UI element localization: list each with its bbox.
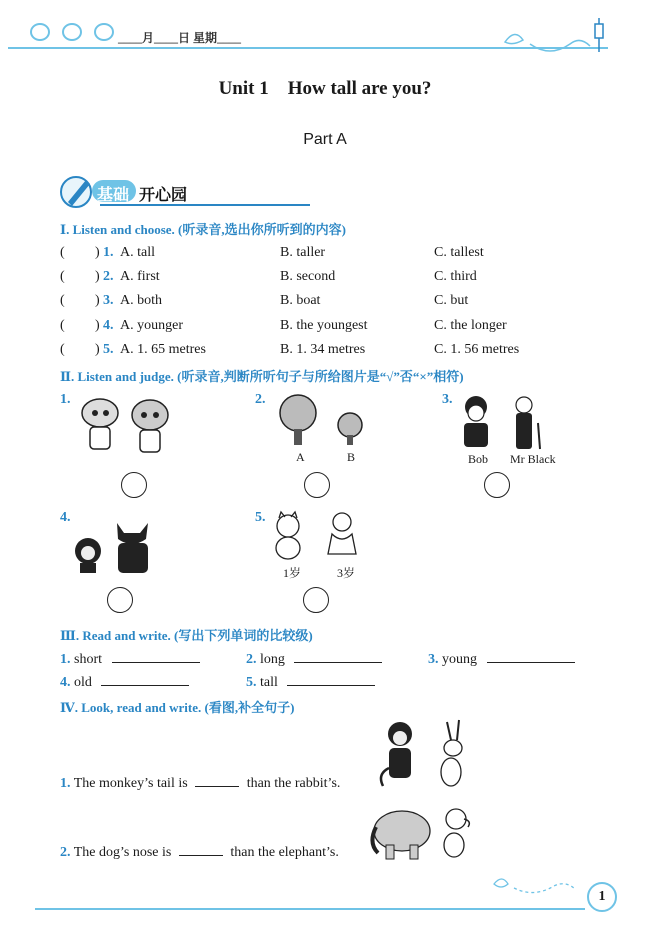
smiley-face-icon xyxy=(62,23,82,41)
option-a: A. 1. 65 metres xyxy=(120,342,206,357)
butterfly-icon xyxy=(488,868,588,898)
answer-circle[interactable] xyxy=(303,587,329,613)
banner-rule xyxy=(100,204,310,206)
banner-title: 开心园 xyxy=(139,187,188,204)
sentence-1: 1. The monkey’s tail is than the rabbit’s. xyxy=(60,776,341,791)
answer-blank[interactable] xyxy=(294,650,382,663)
wolves-illustration xyxy=(72,515,172,577)
sentence-2: 2. The dog’s nose is than the elephant’s. xyxy=(60,845,339,860)
item-number: 5. xyxy=(255,510,266,525)
sheep-wolf-illustration xyxy=(70,393,180,455)
monkey-rabbit-illustration xyxy=(375,718,475,790)
person-label: Mr Black xyxy=(510,452,556,466)
word-item: 2. long xyxy=(246,650,382,668)
page-title: Unit 1 How tall are you? xyxy=(218,78,432,99)
elephant-dog-illustration xyxy=(368,797,478,865)
person-label: Bob xyxy=(468,452,489,466)
page-number: 1 xyxy=(587,882,617,912)
people-illustration xyxy=(458,393,568,451)
date-line: ____月____日 星期____ xyxy=(118,31,242,45)
answer-blank[interactable] xyxy=(112,650,200,663)
cat-monkey-illustration xyxy=(270,510,365,562)
part1-heading: Ⅰ. Listen and choose. (听录音,选出你所听到的内容) xyxy=(60,222,346,237)
answer-blank[interactable] xyxy=(195,774,239,787)
option-a: A. younger xyxy=(120,318,183,333)
option-c: C. third xyxy=(434,269,477,284)
part2-heading: Ⅱ. Listen and judge. (听录音,判断所听句子与所给图片是“√”否“×”相符) xyxy=(60,369,464,384)
item-number: 3. xyxy=(442,392,453,407)
option-c: C. but xyxy=(434,293,469,308)
word-item: 4. old xyxy=(60,673,189,691)
option-b: B. taller xyxy=(280,245,326,260)
tree-label: B xyxy=(347,450,356,464)
part4-heading: Ⅳ. Look, read and write. (看图,补全句子) xyxy=(60,700,295,715)
option-c: C. 1. 56 metres xyxy=(434,342,520,357)
word-item: 5. tall xyxy=(246,673,375,691)
answer-circle[interactable] xyxy=(107,587,133,613)
word-item: 3. young xyxy=(428,650,575,668)
option-b: B. boat xyxy=(280,293,321,308)
answer-circle[interactable] xyxy=(121,472,147,498)
butterfly-lamp-icon xyxy=(500,14,620,54)
smiley-face-icon xyxy=(94,23,114,41)
option-b: B. 1. 34 metres xyxy=(280,342,366,357)
age-label: 3岁 xyxy=(337,566,356,580)
tree-label: A xyxy=(296,450,305,464)
item-number: 4. xyxy=(60,510,71,525)
answer-circle[interactable] xyxy=(484,472,510,498)
age-label: 1岁 xyxy=(283,566,302,580)
option-c: C. the longer xyxy=(434,318,507,333)
footer-rule xyxy=(35,908,585,910)
banner-label: 基础 xyxy=(97,187,130,204)
option-b: B. the youngest xyxy=(280,318,368,333)
answer-blank[interactable] xyxy=(179,843,223,856)
answer-blank[interactable] xyxy=(101,673,189,686)
item-number: 1. xyxy=(60,392,71,407)
smiley-face-icon xyxy=(30,23,50,41)
answer-blank[interactable] xyxy=(487,650,575,663)
option-c: C. tallest xyxy=(434,245,484,260)
trees-illustration xyxy=(268,393,373,448)
item-number: 2. xyxy=(255,392,266,407)
option-a: A. first xyxy=(120,269,160,284)
option-b: B. second xyxy=(280,269,336,284)
answer-blank[interactable] xyxy=(287,673,375,686)
part-label: Part A xyxy=(303,131,347,148)
option-a: A. tall xyxy=(120,245,155,260)
part3-heading: Ⅲ. Read and write. (写出下列单词的比较级) xyxy=(60,628,313,643)
answer-circle[interactable] xyxy=(304,472,330,498)
option-a: A. both xyxy=(120,293,162,308)
word-item: 1. short xyxy=(60,650,200,668)
